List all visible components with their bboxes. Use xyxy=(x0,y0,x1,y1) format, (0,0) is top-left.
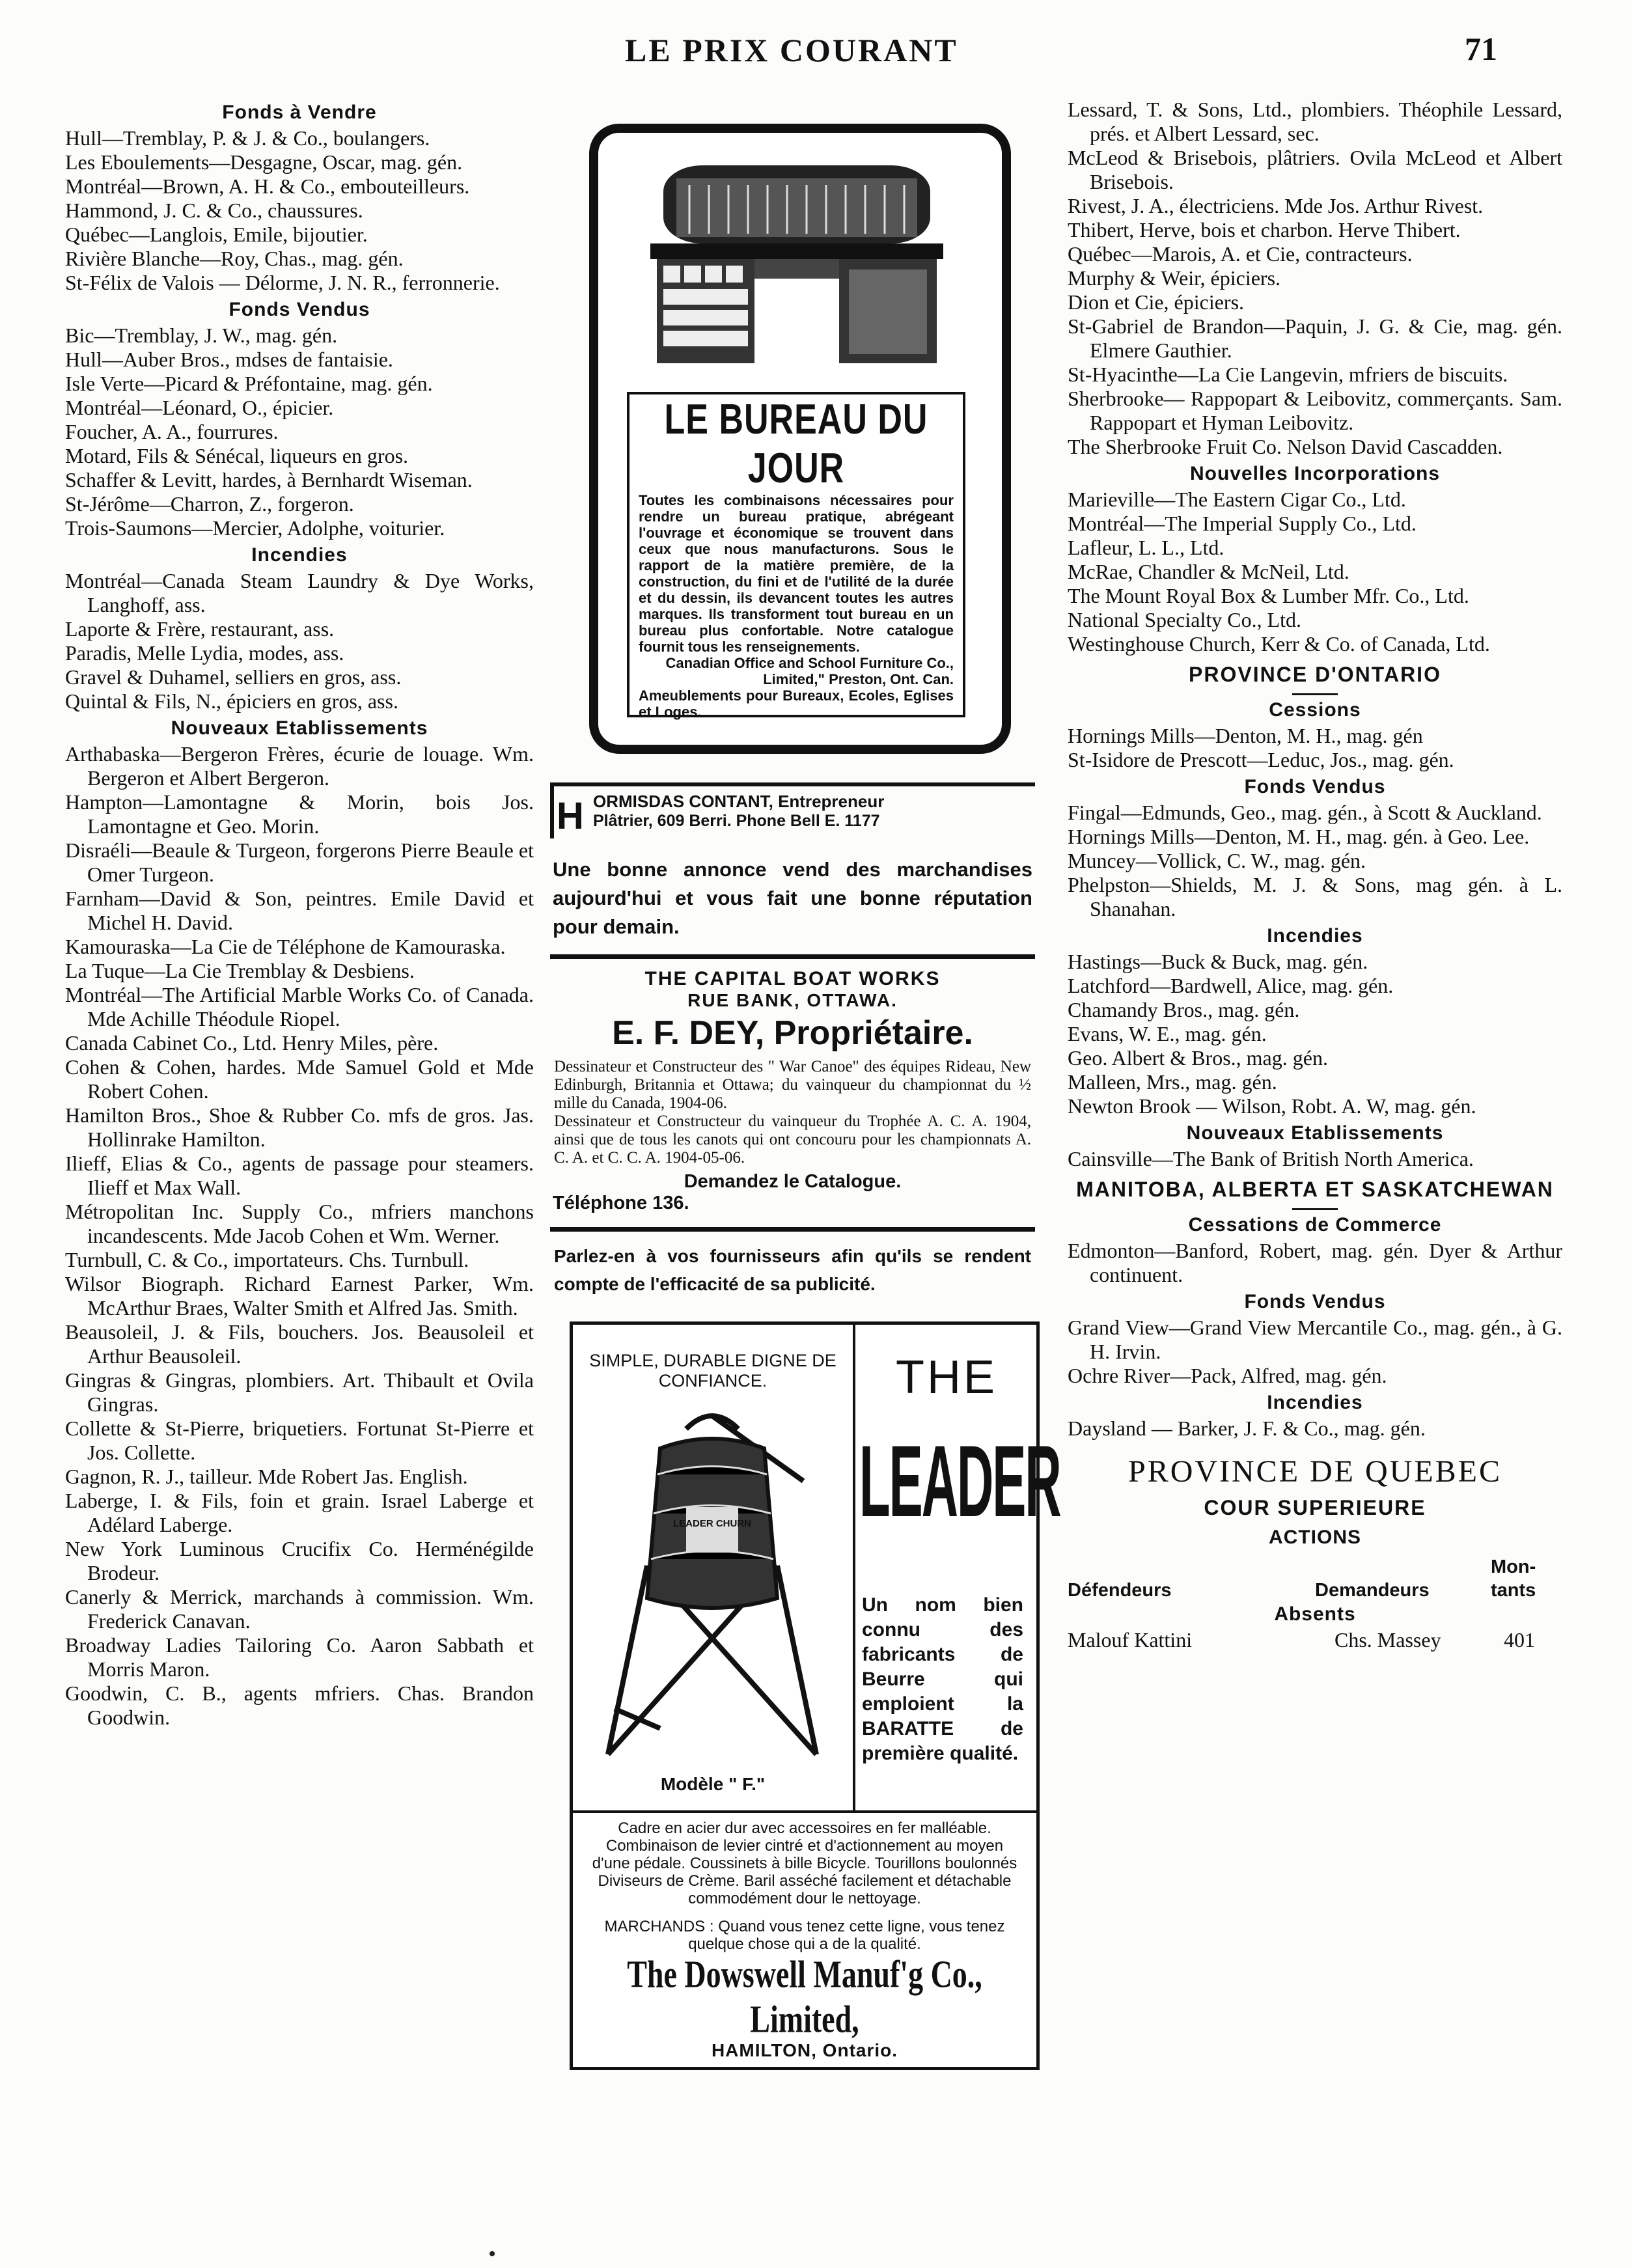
list-item: Lafleur, L. L., Ltd. xyxy=(1068,536,1224,559)
row-demandeur: Chs. Massey xyxy=(1335,1628,1441,1652)
divider xyxy=(550,954,1035,959)
ad-leader-tagline: Un nom bien connu des fabricants de Beurre qui emploient la BARATTE de première qualité. xyxy=(862,1594,1023,1764)
list-item: Montréal—Brown, A. H. & Co., embouteilleurs. xyxy=(65,174,470,198)
list-item: Hull—Tremblay, P. & J. & Co., boulangers. xyxy=(65,126,430,150)
list-item: Hornings Mills—Denton, M. H., mag. gén xyxy=(1068,724,1423,747)
ad-leader-description: Cadre en acier dur avec accessoires en fer malléable. Combinaison de levier cintré et d'actionnement au moyen d'une pédale. Coussinets à bille Bicycle. Tourillons boulonnés Diviseurs de Crème. Baril asséché facilement et détachable commodément dour le nettoyage. xyxy=(592,1819,1017,1907)
ad-boat-paragraph-1: Dessinateur et Constructeur des " War Canoe" des équipes Rideau, New Edinburgh, Britannia et Ottawa; du vainqueur du championnat du ½ mille du Canada, 1904-06. xyxy=(554,1058,1031,1112)
list-item: Les Eboulements—Desgagne, Oscar, mag. gén. xyxy=(65,150,463,174)
list-item: Hammond, J. C. & Co., chaussures. xyxy=(65,199,363,222)
row-montant: 401 xyxy=(1504,1628,1535,1652)
ad-boat-name: THE CAPITAL BOAT WORKS xyxy=(644,968,941,989)
list-item: Ochre River—Pack, Alfred, mag. gén. xyxy=(1068,1364,1387,1387)
column-left xyxy=(65,98,534,1730)
list-item: Chamandy Bros., mag. gén. xyxy=(1068,998,1300,1021)
ad-leader-company: The Dowswell Manuf'g Co., Limited, xyxy=(627,1952,982,2041)
ad-bureau-footer: Ameublements pour Bureaux, Ecoles, Eglises et Loges. xyxy=(639,687,954,720)
region-heading: PROVINCE D'ONTARIO xyxy=(1189,663,1441,686)
page-speck xyxy=(490,2251,495,2256)
list-item: Turnbull, C. & Co., importateurs. Chs. Turnbull. xyxy=(65,1248,469,1271)
list-item: Motard, Fils & Sénécal, liqueurs en gros. xyxy=(65,444,409,467)
list-item: St-Hyacinthe—La Cie Langevin, mfriers de biscuits. xyxy=(1068,363,1508,386)
header-montants-2: tants xyxy=(1491,1580,1536,1601)
list-item: Wilsor Biograph. Richard Earnest Parker, Wm. McArthur Braes, Walter Smith et Alfred Jas. Smith. xyxy=(65,1272,534,1320)
parlez-en-text: Parlez-en à vos fournisseurs afin qu'ils se rendent compte de l'efficacité de sa publicité. xyxy=(554,1246,1031,1294)
column-middle xyxy=(550,98,1060,2070)
list-item: Canada Cabinet Co., Ltd. Henry Miles, père. xyxy=(65,1031,439,1055)
section-heading: Nouveaux Etablissements xyxy=(1186,1122,1444,1144)
list-item: Hamilton Bros., Shoe & Rubber Co. mfs de gros. Jas. Hollinrake Hamilton. xyxy=(65,1103,534,1151)
list-item: Gingras & Gingras, plombiers. Art. Thibault et Ovila Gingras. xyxy=(65,1368,534,1416)
list-item: Bic—Tremblay, J. W., mag. gén. xyxy=(65,324,338,347)
list-item: The Sherbrooke Fruit Co. Nelson David Cascadden. xyxy=(1068,435,1503,458)
list-item: Latchford—Bardwell, Alice, mag. gén. xyxy=(1068,974,1394,997)
list-item: Westinghouse Church, Kerr & Co. of Canada, Ltd. xyxy=(1068,632,1490,656)
list-item: Laporte & Frère, restaurant, ass. xyxy=(65,617,335,641)
table-row xyxy=(1068,1628,1562,1655)
ad-boat-owner: E. F. DEY, Propriétaire. xyxy=(612,1014,973,1052)
list-item: Laberge, I. & Fils, foin et grain. Israel Laberge et Adélard Laberge. xyxy=(65,1489,534,1536)
section-heading: Fonds Vendus xyxy=(1244,1291,1386,1312)
list-item: Marieville—The Eastern Cigar Co., Ltd. xyxy=(1068,488,1406,511)
list-item: Geo. Albert & Bros., mag. gén. xyxy=(1068,1046,1328,1070)
ad-bureau-company: Canadian Office and School Furniture Co., Limited," Preston, Ont. Can. xyxy=(665,655,954,687)
section-heading: Fonds Vendus xyxy=(1244,776,1386,797)
churn-illustration xyxy=(588,1403,836,1767)
section-heading: Incendies xyxy=(251,544,348,566)
ad-boat-address: RUE BANK, OTTAWA. xyxy=(687,990,898,1010)
ad-bureau-title: LE BUREAU DU JOUR xyxy=(664,396,928,492)
list-item: St-Félix de Valois — Délorme, J. N. R., ferronnerie. xyxy=(65,271,500,294)
list-item: Hornings Mills—Denton, M. H., mag. gén. à Geo. Lee. xyxy=(1068,825,1530,848)
list-item: Lessard, T. & Sons, Ltd., plombiers. Théophile Lessard, prés. et Albert Lessard, sec. xyxy=(1068,98,1562,145)
ad-contant-line1: ORMISDAS CONTANT, Entrepreneur xyxy=(593,792,885,811)
list-item: Rivière Blanche—Roy, Chas., mag. gén. xyxy=(65,247,404,270)
province-heading: PROVINCE DE QUEBEC xyxy=(1127,1454,1502,1489)
rolltop-desk-illustration xyxy=(637,159,956,367)
header-defendeurs: Défendeurs xyxy=(1068,1580,1172,1601)
list-item: Quintal & Fils, N., épiciers en gros, ass. xyxy=(65,689,398,713)
ad-leader-brand: LEADER xyxy=(859,1424,1060,1538)
ad-capital-boat-works xyxy=(550,968,1035,1214)
list-item: Métropolitan Inc. Supply Co., mfriers manchons incandescents. Mde Jacob Cohen et Wm. Werner. xyxy=(65,1200,534,1247)
list-item: Trois-Saumons—Mercier, Adolphe, voiturier. xyxy=(65,516,445,540)
section-heading: Fonds à Vendre xyxy=(222,102,377,123)
list-item: Disraéli—Beaule & Turgeon, forgerons Pierre Beaule et Omer Turgeon. xyxy=(65,838,534,886)
list-item: Montréal—Canada Steam Laundry & Dye Works, Langhoff, ass. xyxy=(65,569,534,616)
section-heading: Cessions xyxy=(1269,699,1361,721)
list-item: Phelpston—Shields, M. J. & Sons, mag gén. à L. Shanahan. xyxy=(1068,873,1562,920)
list-item: Québec—Marois, A. et Cie, contracteurs. xyxy=(1068,242,1413,266)
list-item: Fingal—Edmunds, Geo., mag. gén., à Scott & Auckland. xyxy=(1068,801,1542,824)
list-item: McLeod & Brisebois, plâtriers. Ovila McLeod et Albert Brisebois. xyxy=(1068,146,1562,193)
list-item: Broadway Ladies Tailoring Co. Aaron Sabbath et Morris Maron. xyxy=(65,1633,534,1681)
list-item: New York Luminous Crucifix Co. Herménégilde Brodeur. xyxy=(65,1537,534,1584)
region-heading: COUR SUPERIEURE xyxy=(1204,1496,1426,1519)
list-item: Muncey—Vollick, C. W., mag. gén. xyxy=(1068,849,1366,872)
list-item: Cainsville—The Bank of British North America. xyxy=(1068,1147,1474,1170)
list-item: Foucher, A. A., fourrures. xyxy=(65,420,279,443)
list-item: St-Isidore de Prescott—Leduc, Jos., mag. gén. xyxy=(1068,748,1454,771)
section-heading: Nouveaux Etablissements xyxy=(171,717,428,739)
divider xyxy=(1292,1208,1338,1210)
list-item: Farnham—David & Son, peintres. Emile David et Michel H. David. xyxy=(65,887,534,934)
list-item: St-Jérôme—Charron, Z., forgeron. xyxy=(65,492,354,516)
list-item: The Mount Royal Box & Lumber Mfr. Co., Ltd. xyxy=(1068,584,1469,607)
list-item: Kamouraska—La Cie de Téléphone de Kamouraska. xyxy=(65,935,506,958)
ad-contant-line2: Plâtrier, 609 Berri. Phone Bell E. 1177 xyxy=(593,812,880,830)
region-heading: MANITOBA, ALBERTA ET SASKATCHEWAN xyxy=(1076,1178,1554,1201)
list-item: Hastings—Buck & Buck, mag. gén. xyxy=(1068,950,1368,973)
list-item: Arthabaska—Bergeron Frères, écurie de louage. Wm. Bergeron et Albert Bergeron. xyxy=(65,742,534,790)
page-number: 71 xyxy=(1465,31,1497,67)
ad-boat-paragraph-2: Dessinateur et Constructeur du vainqueur du Trophée A. C. A. 1904, ainsi que de tous les canots qui ont concouru pour les championnats A. C. A. et C. C. A. 1904-05-06. xyxy=(554,1113,1031,1167)
header-montants-1: Mon- xyxy=(1491,1556,1536,1577)
list-item: Murphy & Weir, épiciers. xyxy=(1068,266,1281,290)
ad-bureau-du-jour xyxy=(589,124,1011,754)
list-item: Hull—Auber Bros., mdses de fantaisie. xyxy=(65,348,393,371)
list-item: Gagnon, R. J., tailleur. Mde Robert Jas. English. xyxy=(65,1465,468,1488)
list-item: Collette & St-Pierre, briquetiers. Fortunat St-Pierre et Jos. Collette. xyxy=(65,1417,534,1464)
list-item: National Specialty Co., Ltd. xyxy=(1068,608,1302,631)
list-item: Beausoleil, J. & Fils, bouchers. Jos. Beausoleil et Arthur Beausoleil. xyxy=(65,1320,534,1368)
list-item: Goodwin, C. B., agents mfriers. Chas. Brandon Goodwin. xyxy=(65,1681,534,1729)
ad-leader-city: HAMILTON, Ontario. xyxy=(711,2040,898,2060)
ad-leader-slogan: SIMPLE, DURABLE DIGNE DE CONFIANCE. xyxy=(589,1351,837,1390)
list-item: McRae, Chandler & McNeil, Ltd. xyxy=(1068,560,1349,583)
list-item: Ilieff, Elias & Co., agents de passage pour steamers. Ilieff et Max Wall. xyxy=(65,1152,534,1199)
ad-bureau-description: Toutes les combinaisons nécessaires pour rendre un bureau pratique, abrégeant l'ouvrage et économique se trouvent dans ceux que nous manufacturons. Sous le rapport de la matière première, de la construction, du fini et de l'utilité de la durée et du dessin, ils devancent toutes les autres marques. Ils transforment tout bureau en un bureau plus confortable. Notre catalogue fournit tous les renseignements. xyxy=(639,492,954,655)
list-item: Isle Verte—Picard & Préfontaine, mag. gén. xyxy=(65,372,433,395)
page-header-title: LE PRIX COURANT xyxy=(625,32,958,68)
list-item: Montréal—The Artificial Marble Works Co. of Canada. Mde Achille Théodule Riopel. xyxy=(65,983,534,1030)
list-item: St-Gabriel de Brandon—Paquin, J. G. & Cie, mag. gén. Elmere Gauthier. xyxy=(1068,314,1562,362)
ad-leader-illustration-panel xyxy=(573,1325,855,1810)
header-demandeurs: Demandeurs xyxy=(1315,1580,1430,1601)
section-heading: Nouvelles Incorporations xyxy=(1189,463,1441,484)
section-heading: ACTIONS xyxy=(1269,1527,1361,1548)
divider xyxy=(1292,693,1338,695)
section-heading: Cessations de Commerce xyxy=(1188,1214,1442,1236)
ad-leader-model: Modèle " F." xyxy=(660,1774,766,1794)
list-item: Rivest, J. A., électriciens. Mde Jos. Arthur Rivest. xyxy=(1068,194,1484,217)
list-item: Canerly & Merrick, marchands à commission. Wm. Frederick Canavan. xyxy=(65,1585,534,1633)
section-heading: Incendies xyxy=(1267,925,1363,947)
ad-contant xyxy=(550,782,1035,838)
ad-bureau-text-box xyxy=(627,392,965,720)
ad-leader-the: THE xyxy=(896,1351,997,1404)
list-item: Hampton—Lamontagne & Morin, bois Jos. Lamontagne et Geo. Morin. xyxy=(65,790,534,838)
list-item: Montréal—Léonard, O., épicier. xyxy=(65,396,334,419)
list-item: La Tuque—La Cie Tremblay & Desbiens. xyxy=(65,959,415,982)
ad-contant-initial: H xyxy=(557,795,584,837)
ad-leader-marchands: MARCHANDS : Quand vous tenez cette ligne, vous tenez quelque chose qui a de la qualité. xyxy=(604,1918,1005,1953)
list-item: Daysland — Barker, J. F. & Co., mag. gén. xyxy=(1068,1417,1426,1440)
column-right-list xyxy=(1068,98,1562,1549)
divider xyxy=(573,1810,1036,1813)
divider xyxy=(550,1227,1035,1232)
ad-the-leader-churn xyxy=(570,1321,1060,2070)
row-defendeur: Malouf Kattini xyxy=(1068,1628,1193,1652)
list-item: Thibert, Herve, bois et charbon. Herve Thibert. xyxy=(1068,218,1461,242)
list-item: Schaffer & Levitt, hardes, à Bernhardt Wiseman. xyxy=(65,468,473,491)
ad-boat-catalogue: Demandez le Catalogue. xyxy=(684,1171,902,1192)
actions-header xyxy=(1068,1551,1562,1603)
list-item: Grand View—Grand View Mercantile Co., mag. gén., à G. H. Irvin. xyxy=(1068,1316,1562,1363)
list-item: Québec—Langlois, Emile, bijoutier. xyxy=(65,223,368,246)
list-item: Gravel & Duhamel, selliers en gros, ass. xyxy=(65,665,402,689)
ad-boat-phone: Téléphone 136. xyxy=(553,1193,689,1213)
ad-leader-details xyxy=(586,1819,1023,2061)
list-item: Malleen, Mrs., mag. gén. xyxy=(1068,1070,1277,1094)
churn-label: LEADER CHURN xyxy=(673,1518,751,1529)
section-heading: Fonds Vendus xyxy=(228,299,370,320)
list-item: Edmonton—Banford, Robert, mag. gén. Dyer & Arthur continuent. xyxy=(1068,1239,1562,1286)
list-item: Cohen & Cohen, hardes. Mde Samuel Gold et Mde Robert Cohen. xyxy=(65,1055,534,1103)
list-item: Dion et Cie, épiciers. xyxy=(1068,290,1245,314)
column-right xyxy=(1068,98,1562,1655)
list-item: Evans, W. E., mag. gén. xyxy=(1068,1022,1267,1045)
list-item: Paradis, Melle Lydia, modes, ass. xyxy=(65,641,344,665)
list-item: Newton Brook — Wilson, Robt. A. W, mag. gén. xyxy=(1068,1094,1476,1118)
list-item: Sherbrooke— Rappopart & Leibovitz, commerçants. Sam. Rappopart et Hyman Leibovitz. xyxy=(1068,387,1562,434)
list-item: Montréal—The Imperial Supply Co., Ltd. xyxy=(1068,512,1417,535)
section-absents: Absents xyxy=(1274,1603,1356,1625)
section-heading: Incendies xyxy=(1267,1392,1363,1413)
bonne-annonce-text: Une bonne annonce vend des marchandises aujourd'hui et vous fait une bonne réputation pour demain. xyxy=(553,858,1032,938)
